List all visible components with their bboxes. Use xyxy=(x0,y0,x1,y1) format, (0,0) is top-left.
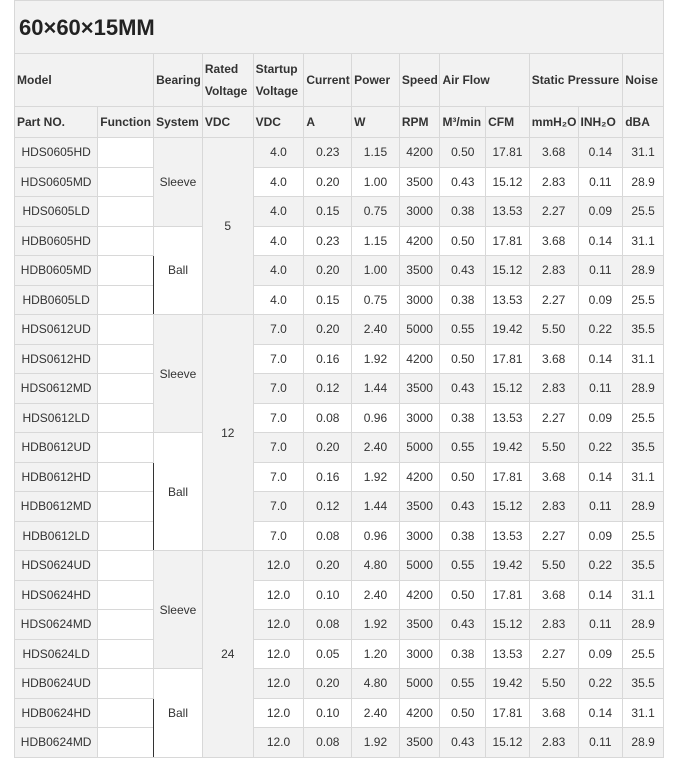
startup-voltage-cell: 7.0 xyxy=(253,374,304,404)
header-rpm: RPM xyxy=(399,107,440,138)
startup-voltage-cell: 7.0 xyxy=(253,521,304,551)
table-row xyxy=(15,669,664,699)
current-cell: 0.12 xyxy=(304,374,352,404)
noise-cell: 31.1 xyxy=(623,462,664,492)
power-cell: 1.92 xyxy=(352,610,400,640)
rated-voltage-cell: 12 xyxy=(202,315,253,551)
startup-voltage-cell: 12.0 xyxy=(253,610,304,640)
power-cell: 0.75 xyxy=(352,197,400,227)
noise-cell: 31.1 xyxy=(623,138,664,168)
airflow-m3-cell: 0.38 xyxy=(440,197,486,227)
table-row xyxy=(15,374,664,404)
part-number-cell: HDB0605LD xyxy=(15,285,98,315)
part-number-cell: HDS0612LD xyxy=(15,403,98,433)
pressure-mmh2o-cell: 3.68 xyxy=(529,138,578,168)
bearing-system-cell: Ball xyxy=(154,669,203,758)
current-cell: 0.08 xyxy=(304,403,352,433)
part-number-cell: HDS0624UD xyxy=(15,551,98,581)
pressure-inh2o-cell: 0.14 xyxy=(578,138,623,168)
power-cell: 2.40 xyxy=(352,433,400,463)
pressure-mmh2o-cell: 5.50 xyxy=(529,669,578,699)
function-cell xyxy=(98,374,154,404)
pressure-inh2o-cell: 0.22 xyxy=(578,669,623,699)
pressure-mmh2o-cell: 2.83 xyxy=(529,610,578,640)
header-bearing: Bearing xyxy=(154,54,203,107)
power-cell: 1.92 xyxy=(352,462,400,492)
table-row xyxy=(15,256,664,286)
part-number-cell: HDB0612HD xyxy=(15,462,98,492)
part-number-cell: HDS0612MD xyxy=(15,374,98,404)
pressure-mmh2o-cell: 2.27 xyxy=(529,521,578,551)
startup-voltage-cell: 7.0 xyxy=(253,315,304,345)
noise-cell: 25.5 xyxy=(623,521,664,551)
function-cell xyxy=(98,462,154,492)
pressure-mmh2o-cell: 3.68 xyxy=(529,462,578,492)
pressure-inh2o-cell: 0.22 xyxy=(578,551,623,581)
function-cell xyxy=(98,492,154,522)
part-number-cell: HDB0612MD xyxy=(15,492,98,522)
speed-cell: 3500 xyxy=(399,728,440,758)
speed-cell: 3500 xyxy=(399,610,440,640)
function-cell xyxy=(98,433,154,463)
airflow-m3-cell: 0.38 xyxy=(440,639,486,669)
current-cell: 0.15 xyxy=(304,285,352,315)
airflow-m3-cell: 0.38 xyxy=(440,403,486,433)
noise-cell: 35.5 xyxy=(623,669,664,699)
table-row xyxy=(15,580,664,610)
speed-cell: 5000 xyxy=(399,315,440,345)
table-row xyxy=(15,521,664,551)
current-cell: 0.20 xyxy=(304,167,352,197)
speed-cell: 3500 xyxy=(399,374,440,404)
startup-voltage-cell: 4.0 xyxy=(253,285,304,315)
airflow-cfm-cell: 19.42 xyxy=(486,551,530,581)
noise-cell: 31.1 xyxy=(623,698,664,728)
power-cell: 0.96 xyxy=(352,403,400,433)
bearing-system-cell: Sleeve xyxy=(154,551,203,669)
current-cell: 0.08 xyxy=(304,610,352,640)
header-power: Power xyxy=(352,54,400,107)
pressure-inh2o-cell: 0.11 xyxy=(578,492,623,522)
table-row xyxy=(15,433,664,463)
rated-voltage-cell: 5 xyxy=(202,138,253,315)
airflow-cfm-cell: 13.53 xyxy=(486,403,530,433)
pressure-inh2o-cell: 0.11 xyxy=(578,167,623,197)
pressure-inh2o-cell: 0.14 xyxy=(578,698,623,728)
pressure-inh2o-cell: 0.09 xyxy=(578,403,623,433)
airflow-m3-cell: 0.55 xyxy=(440,551,486,581)
speed-cell: 3500 xyxy=(399,492,440,522)
power-cell: 1.44 xyxy=(352,492,400,522)
noise-cell: 28.9 xyxy=(623,167,664,197)
function-cell xyxy=(98,197,154,227)
startup-voltage-cell: 12.0 xyxy=(253,551,304,581)
part-number-cell: HDS0624LD xyxy=(15,639,98,669)
speed-cell: 4200 xyxy=(399,698,440,728)
bearing-system-cell: Sleeve xyxy=(154,315,203,433)
airflow-cfm-cell: 15.12 xyxy=(486,167,530,197)
table-row xyxy=(15,197,664,227)
power-cell: 2.40 xyxy=(352,698,400,728)
pressure-mmh2o-cell: 2.83 xyxy=(529,256,578,286)
speed-cell: 5000 xyxy=(399,551,440,581)
header-watts: W xyxy=(352,107,400,138)
airflow-m3-cell: 0.50 xyxy=(440,344,486,374)
speed-cell: 3500 xyxy=(399,167,440,197)
part-number-cell: HDB0624MD xyxy=(15,728,98,758)
startup-voltage-cell: 7.0 xyxy=(253,433,304,463)
table-row xyxy=(15,403,664,433)
part-number-cell: HDS0605HD xyxy=(15,138,98,168)
current-cell: 0.16 xyxy=(304,344,352,374)
speed-cell: 3000 xyxy=(399,639,440,669)
startup-voltage-cell: 12.0 xyxy=(253,639,304,669)
pressure-inh2o-cell: 0.14 xyxy=(578,462,623,492)
header-dba: dBA xyxy=(623,107,664,138)
header-vdc-rated: VDC xyxy=(202,107,253,138)
noise-cell: 31.1 xyxy=(623,580,664,610)
header-m3min: M³/min xyxy=(440,107,486,138)
pressure-mmh2o-cell: 2.83 xyxy=(529,167,578,197)
function-cell xyxy=(98,521,154,551)
table-row xyxy=(15,315,664,345)
table-row xyxy=(15,462,664,492)
startup-voltage-cell: 4.0 xyxy=(253,197,304,227)
header-rated-voltage: Rated Voltage xyxy=(202,54,253,107)
noise-cell: 31.1 xyxy=(623,226,664,256)
function-cell xyxy=(98,698,154,728)
table-row xyxy=(15,492,664,522)
header-vdc-startup: VDC xyxy=(253,107,304,138)
header-mmh2o: mmH₂O xyxy=(529,107,578,138)
header-air-flow: Air Flow xyxy=(440,54,529,107)
pressure-inh2o-cell: 0.14 xyxy=(578,580,623,610)
power-cell: 1.00 xyxy=(352,256,400,286)
header-function: Function xyxy=(98,107,154,138)
current-cell: 0.20 xyxy=(304,315,352,345)
pressure-inh2o-cell: 0.22 xyxy=(578,315,623,345)
airflow-m3-cell: 0.43 xyxy=(440,256,486,286)
airflow-m3-cell: 0.43 xyxy=(440,610,486,640)
airflow-cfm-cell: 15.12 xyxy=(486,256,530,286)
noise-cell: 25.5 xyxy=(623,285,664,315)
airflow-cfm-cell: 19.42 xyxy=(486,433,530,463)
part-number-cell: HDS0624HD xyxy=(15,580,98,610)
speed-cell: 3000 xyxy=(399,403,440,433)
noise-cell: 28.9 xyxy=(623,728,664,758)
current-cell: 0.08 xyxy=(304,728,352,758)
pressure-inh2o-cell: 0.09 xyxy=(578,639,623,669)
pressure-mmh2o-cell: 5.50 xyxy=(529,433,578,463)
part-number-cell: HDS0612HD xyxy=(15,344,98,374)
airflow-cfm-cell: 13.53 xyxy=(486,639,530,669)
function-cell xyxy=(98,167,154,197)
table-row xyxy=(15,226,664,256)
rated-voltage-cell: 24 xyxy=(202,551,253,758)
airflow-cfm-cell: 17.81 xyxy=(486,344,530,374)
pressure-inh2o-cell: 0.11 xyxy=(578,374,623,404)
table-row xyxy=(15,728,664,758)
power-cell: 0.75 xyxy=(352,285,400,315)
speed-cell: 5000 xyxy=(399,669,440,699)
spec-sheet xyxy=(14,0,664,758)
function-cell xyxy=(98,669,154,699)
current-cell: 0.05 xyxy=(304,639,352,669)
current-cell: 0.08 xyxy=(304,521,352,551)
part-number-cell: HDB0612UD xyxy=(15,433,98,463)
current-cell: 0.23 xyxy=(304,138,352,168)
function-cell xyxy=(98,226,154,256)
pressure-inh2o-cell: 0.11 xyxy=(578,728,623,758)
airflow-cfm-cell: 15.12 xyxy=(486,374,530,404)
bearing-system-cell: Ball xyxy=(154,226,203,315)
header-noise: Noise xyxy=(623,54,664,107)
airflow-cfm-cell: 17.81 xyxy=(486,138,530,168)
noise-cell: 25.5 xyxy=(623,639,664,669)
speed-cell: 3000 xyxy=(399,197,440,227)
airflow-m3-cell: 0.55 xyxy=(440,315,486,345)
pressure-inh2o-cell: 0.11 xyxy=(578,256,623,286)
startup-voltage-cell: 7.0 xyxy=(253,403,304,433)
airflow-m3-cell: 0.50 xyxy=(440,698,486,728)
pressure-mmh2o-cell: 2.83 xyxy=(529,492,578,522)
function-cell xyxy=(98,315,154,345)
pressure-mmh2o-cell: 2.83 xyxy=(529,374,578,404)
header-system: System xyxy=(154,107,203,138)
header-amps: A xyxy=(304,107,352,138)
pressure-inh2o-cell: 0.09 xyxy=(578,285,623,315)
fan-spec-table xyxy=(14,53,664,758)
header-part-no: Part NO. xyxy=(15,107,98,138)
noise-cell: 28.9 xyxy=(623,256,664,286)
startup-voltage-cell: 7.0 xyxy=(253,344,304,374)
current-cell: 0.16 xyxy=(304,462,352,492)
pressure-inh2o-cell: 0.22 xyxy=(578,433,623,463)
startup-voltage-cell: 7.0 xyxy=(253,462,304,492)
startup-voltage-cell: 4.0 xyxy=(253,256,304,286)
table-row xyxy=(15,610,664,640)
airflow-m3-cell: 0.55 xyxy=(440,433,486,463)
function-cell xyxy=(98,728,154,758)
function-cell xyxy=(98,285,154,315)
power-cell: 1.92 xyxy=(352,728,400,758)
header-model: Model xyxy=(15,54,154,107)
table-row xyxy=(15,698,664,728)
startup-voltage-cell: 4.0 xyxy=(253,167,304,197)
airflow-cfm-cell: 19.42 xyxy=(486,669,530,699)
current-cell: 0.23 xyxy=(304,226,352,256)
table-row xyxy=(15,344,664,374)
part-number-cell: HDS0605LD xyxy=(15,197,98,227)
pressure-mmh2o-cell: 2.27 xyxy=(529,285,578,315)
noise-cell: 28.9 xyxy=(623,374,664,404)
function-cell xyxy=(98,138,154,168)
speed-cell: 4200 xyxy=(399,580,440,610)
power-cell: 2.40 xyxy=(352,580,400,610)
noise-cell: 25.5 xyxy=(623,197,664,227)
pressure-inh2o-cell: 0.11 xyxy=(578,610,623,640)
airflow-m3-cell: 0.50 xyxy=(440,462,486,492)
startup-voltage-cell: 4.0 xyxy=(253,226,304,256)
part-number-cell: HDB0612LD xyxy=(15,521,98,551)
airflow-cfm-cell: 17.81 xyxy=(486,462,530,492)
airflow-m3-cell: 0.38 xyxy=(440,521,486,551)
header-speed: Speed xyxy=(399,54,440,107)
startup-voltage-cell: 12.0 xyxy=(253,580,304,610)
power-cell: 1.00 xyxy=(352,167,400,197)
pressure-mmh2o-cell: 5.50 xyxy=(529,315,578,345)
part-number-cell: HDS0612UD xyxy=(15,315,98,345)
noise-cell: 35.5 xyxy=(623,551,664,581)
airflow-cfm-cell: 13.53 xyxy=(486,521,530,551)
table-row xyxy=(15,639,664,669)
function-cell xyxy=(98,580,154,610)
current-cell: 0.10 xyxy=(304,698,352,728)
part-number-cell: HDS0605MD xyxy=(15,167,98,197)
pressure-mmh2o-cell: 3.68 xyxy=(529,580,578,610)
speed-cell: 4200 xyxy=(399,462,440,492)
function-cell xyxy=(98,610,154,640)
speed-cell: 3000 xyxy=(399,521,440,551)
airflow-m3-cell: 0.38 xyxy=(440,285,486,315)
pressure-mmh2o-cell: 2.27 xyxy=(529,639,578,669)
header-current: Current xyxy=(304,54,352,107)
current-cell: 0.20 xyxy=(304,433,352,463)
header-static-pressure: Static Pressure xyxy=(529,54,622,107)
power-cell: 1.44 xyxy=(352,374,400,404)
speed-cell: 3000 xyxy=(399,285,440,315)
pressure-mmh2o-cell: 2.27 xyxy=(529,197,578,227)
power-cell: 1.15 xyxy=(352,226,400,256)
page-title: 60×60×15MM xyxy=(14,0,664,53)
part-number-cell: HDB0605MD xyxy=(15,256,98,286)
speed-cell: 5000 xyxy=(399,433,440,463)
airflow-cfm-cell: 13.53 xyxy=(486,197,530,227)
airflow-cfm-cell: 19.42 xyxy=(486,315,530,345)
airflow-m3-cell: 0.50 xyxy=(440,226,486,256)
current-cell: 0.20 xyxy=(304,551,352,581)
bearing-system-cell: Sleeve xyxy=(154,138,203,227)
current-cell: 0.12 xyxy=(304,492,352,522)
header-inh2o: INH₂O xyxy=(578,107,623,138)
noise-cell: 25.5 xyxy=(623,403,664,433)
function-cell xyxy=(98,403,154,433)
speed-cell: 4200 xyxy=(399,344,440,374)
noise-cell: 35.5 xyxy=(623,433,664,463)
power-cell: 1.92 xyxy=(352,344,400,374)
pressure-mmh2o-cell: 5.50 xyxy=(529,551,578,581)
part-number-cell: HDB0624HD xyxy=(15,698,98,728)
noise-cell: 35.5 xyxy=(623,315,664,345)
speed-cell: 4200 xyxy=(399,138,440,168)
noise-cell: 31.1 xyxy=(623,344,664,374)
airflow-m3-cell: 0.43 xyxy=(440,492,486,522)
pressure-inh2o-cell: 0.09 xyxy=(578,521,623,551)
noise-cell: 28.9 xyxy=(623,492,664,522)
header-row-units xyxy=(15,107,664,138)
power-cell: 0.96 xyxy=(352,521,400,551)
airflow-m3-cell: 0.50 xyxy=(440,138,486,168)
table-row xyxy=(15,285,664,315)
part-number-cell: HDB0605HD xyxy=(15,226,98,256)
function-cell xyxy=(98,256,154,286)
airflow-m3-cell: 0.55 xyxy=(440,669,486,699)
speed-cell: 3500 xyxy=(399,256,440,286)
startup-voltage-cell: 7.0 xyxy=(253,492,304,522)
airflow-cfm-cell: 17.81 xyxy=(486,580,530,610)
pressure-mmh2o-cell: 3.68 xyxy=(529,344,578,374)
power-cell: 1.15 xyxy=(352,138,400,168)
airflow-cfm-cell: 15.12 xyxy=(486,492,530,522)
noise-cell: 28.9 xyxy=(623,610,664,640)
power-cell: 2.40 xyxy=(352,315,400,345)
header-cfm: CFM xyxy=(486,107,530,138)
bearing-system-cell: Ball xyxy=(154,433,203,551)
startup-voltage-cell: 12.0 xyxy=(253,728,304,758)
table-row xyxy=(15,138,664,168)
power-cell: 4.80 xyxy=(352,669,400,699)
pressure-mmh2o-cell: 2.83 xyxy=(529,728,578,758)
airflow-cfm-cell: 17.81 xyxy=(486,698,530,728)
power-cell: 4.80 xyxy=(352,551,400,581)
airflow-m3-cell: 0.43 xyxy=(440,374,486,404)
function-cell xyxy=(98,344,154,374)
airflow-cfm-cell: 13.53 xyxy=(486,285,530,315)
current-cell: 0.20 xyxy=(304,669,352,699)
function-cell xyxy=(98,551,154,581)
function-cell xyxy=(98,639,154,669)
pressure-inh2o-cell: 0.14 xyxy=(578,226,623,256)
airflow-m3-cell: 0.43 xyxy=(440,167,486,197)
table-row xyxy=(15,551,664,581)
speed-cell: 4200 xyxy=(399,226,440,256)
airflow-m3-cell: 0.43 xyxy=(440,728,486,758)
startup-voltage-cell: 12.0 xyxy=(253,698,304,728)
pressure-inh2o-cell: 0.14 xyxy=(578,344,623,374)
part-number-cell: HDS0624MD xyxy=(15,610,98,640)
current-cell: 0.10 xyxy=(304,580,352,610)
header-startup-voltage: Startup Voltage xyxy=(253,54,304,107)
pressure-inh2o-cell: 0.09 xyxy=(578,197,623,227)
startup-voltage-cell: 12.0 xyxy=(253,669,304,699)
pressure-mmh2o-cell: 2.27 xyxy=(529,403,578,433)
table-row xyxy=(15,167,664,197)
pressure-mmh2o-cell: 3.68 xyxy=(529,698,578,728)
airflow-cfm-cell: 15.12 xyxy=(486,610,530,640)
pressure-mmh2o-cell: 3.68 xyxy=(529,226,578,256)
current-cell: 0.20 xyxy=(304,256,352,286)
current-cell: 0.15 xyxy=(304,197,352,227)
power-cell: 1.20 xyxy=(352,639,400,669)
airflow-m3-cell: 0.50 xyxy=(440,580,486,610)
header-row-primary xyxy=(15,54,664,107)
part-number-cell: HDB0624UD xyxy=(15,669,98,699)
airflow-cfm-cell: 17.81 xyxy=(486,226,530,256)
startup-voltage-cell: 4.0 xyxy=(253,138,304,168)
airflow-cfm-cell: 15.12 xyxy=(486,728,530,758)
